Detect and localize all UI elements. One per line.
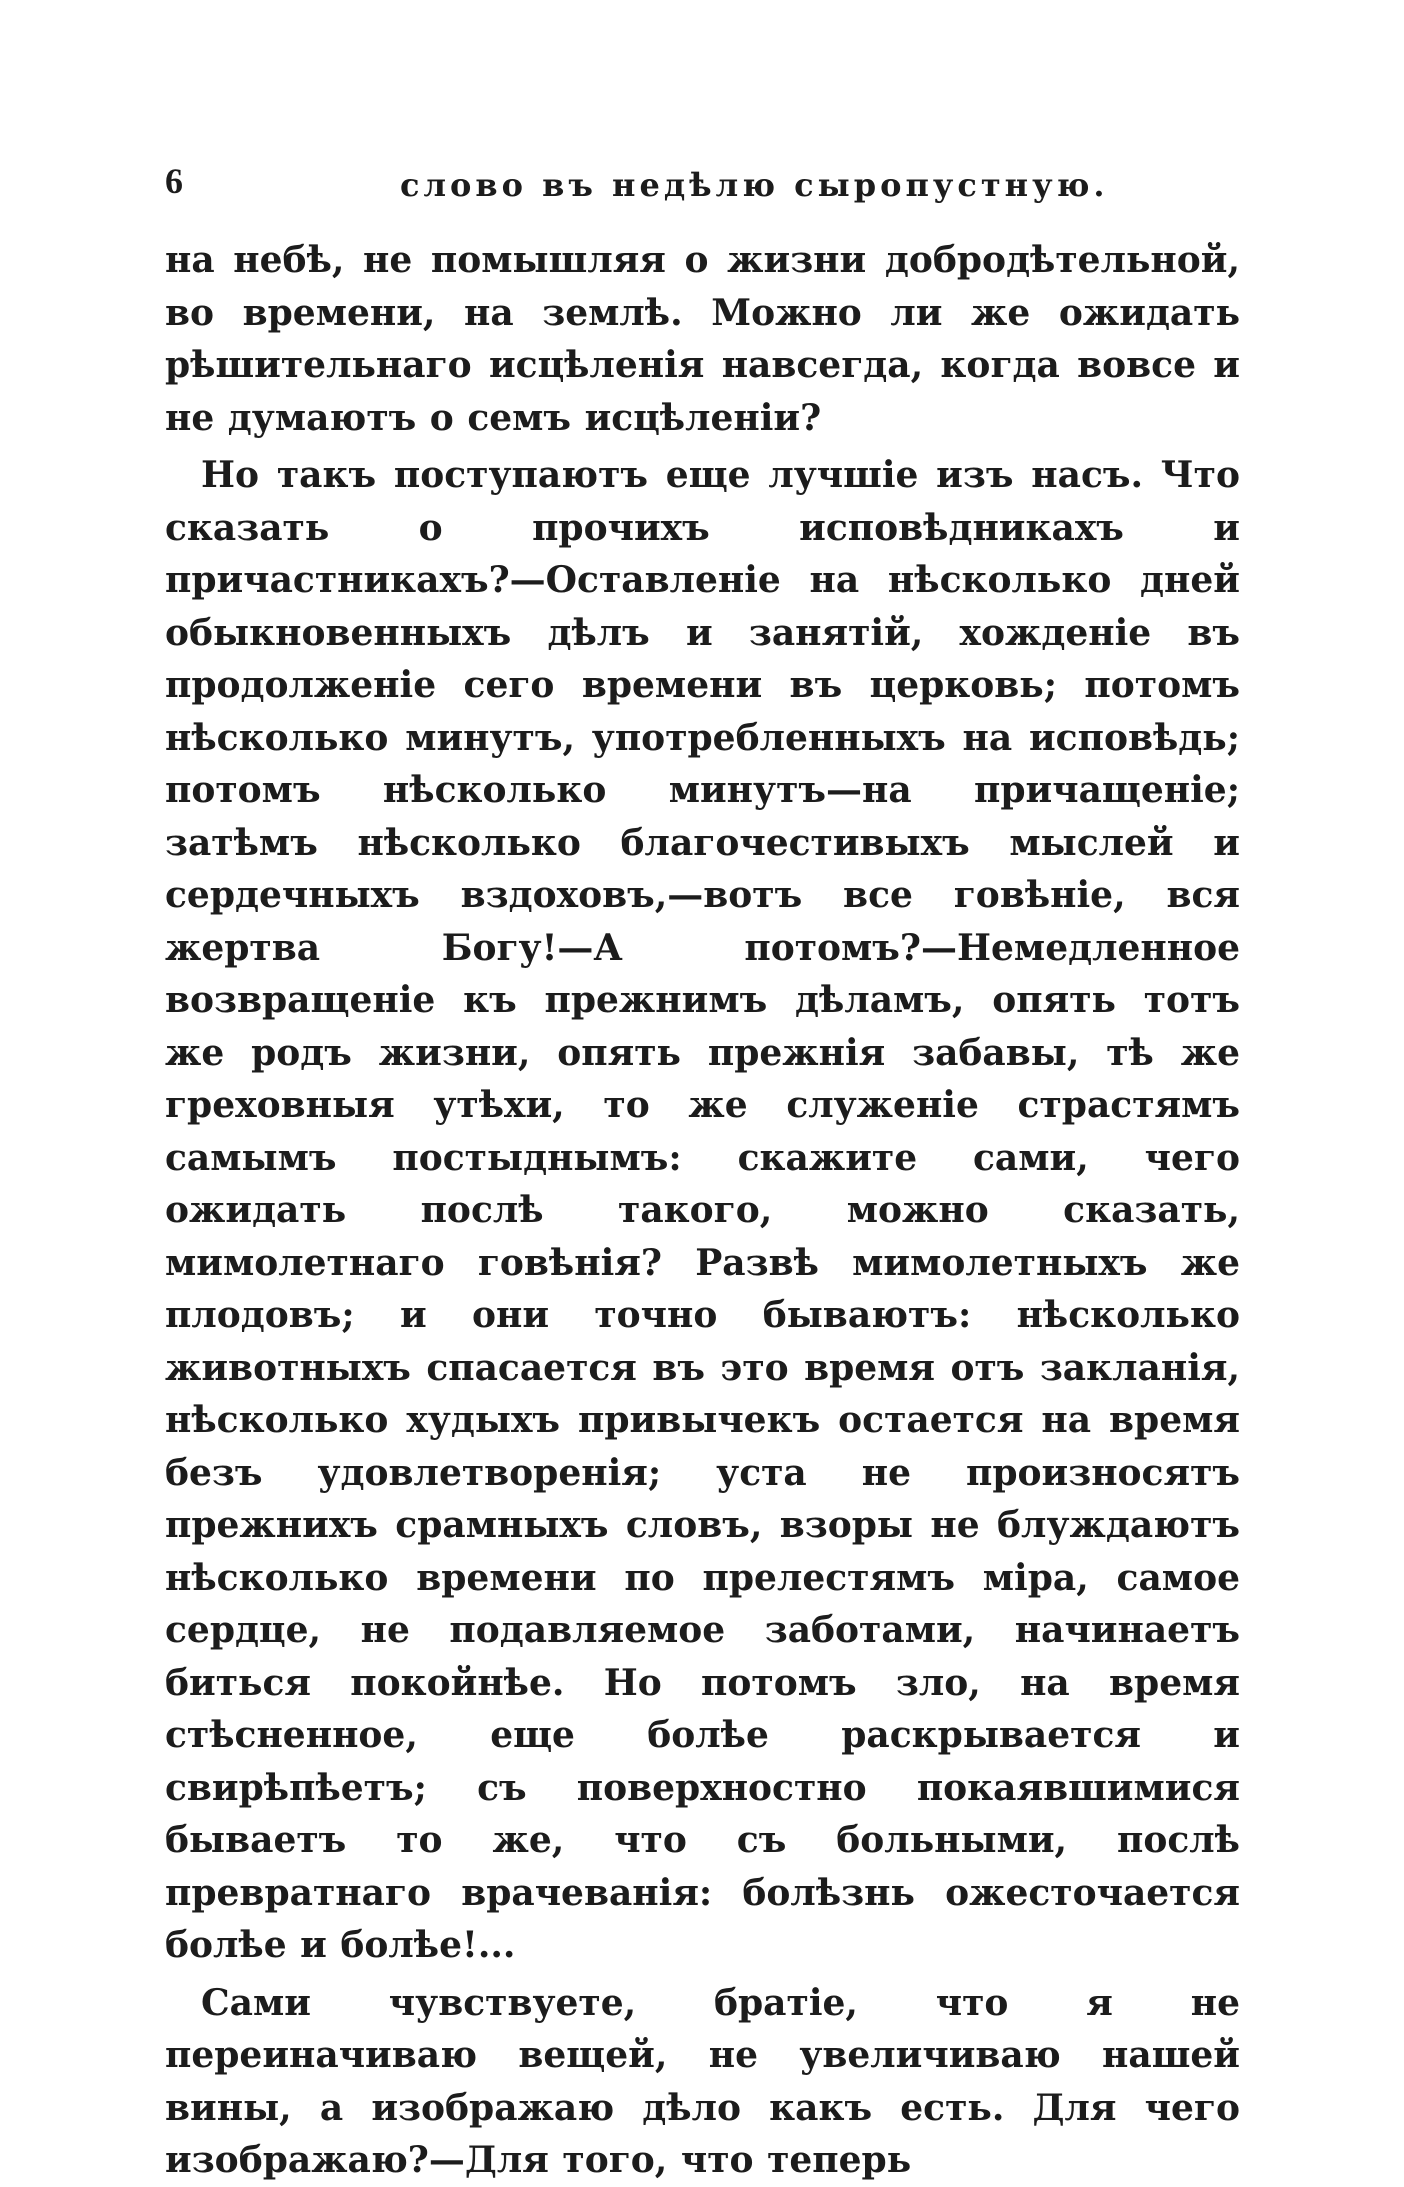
running-title: слово въ недѣлю сыропустную.	[400, 166, 1109, 204]
paragraph: Сами чувствуете, братіе, что я не переиначиваю вещей, не увеличиваю нашей вины, а изображаю дѣло какъ есть. Для чего изображаю?—Для того, что теперь	[165, 1981, 1240, 2181]
page-header	[165, 160, 1240, 210]
paragraph-continuation: на небѣ, не помышляя о жизни добродѣтельной, во времени, на землѣ. Можно ли же ожидать рѣшительнаго исцѣленія навсегда, когда вовсе и не думаютъ о семъ исцѣленіи?	[165, 239, 1240, 439]
page-number: 6	[165, 161, 183, 201]
body-text	[165, 234, 1240, 2187]
paragraph: Но такъ поступаютъ еще лучшіе изъ насъ. Что сказать о прочихъ исповѣдникахъ и причастникахъ?—Оставленіе на нѣсколько дней обыкновенныхъ дѣлъ и занятій, хожденіе въ продолженіе сего времени въ церковь; потомъ нѣсколько минутъ, употребленныхъ на исповѣдь; потомъ нѣсколько минутъ—на причащеніе; затѣмъ нѣсколько благочестивыхъ мыслей и сердечныхъ вздоховъ,—вотъ все говѣніе, вся жертва Богу!—А потомъ?—Немедленное возвращеніе къ прежнимъ дѣламъ, опять тотъ же родъ жизни, опять прежнія забавы, тѣ же греховныя утѣхи, то же служеніе страстямъ самымъ постыднымъ: скажите сами, чего ожидать послѣ такого, можно сказать, мимолетнаго говѣнія? Развѣ мимолетныхъ же плодовъ; и они точно бываютъ: нѣсколько животныхъ спасается въ это время отъ закланія, нѣсколько худыхъ привычекъ остается на время безъ удовлетворенія; уста не произносятъ прежнихъ срамныхъ словъ, взоры не блуждаютъ нѣсколько времени по прелестямъ міра, самое сердце, не подавляемое заботами, начинаетъ биться покойнѣе. Но потомъ зло, на время стѣсненное, еще болѣе раскрывается и свирѣпѣетъ; съ поверхностно покаявшимися бываетъ то же, что съ больными, послѣ превратнаго врачеванія: болѣзнь ожесточается болѣе и болѣе!...	[165, 454, 1240, 1966]
